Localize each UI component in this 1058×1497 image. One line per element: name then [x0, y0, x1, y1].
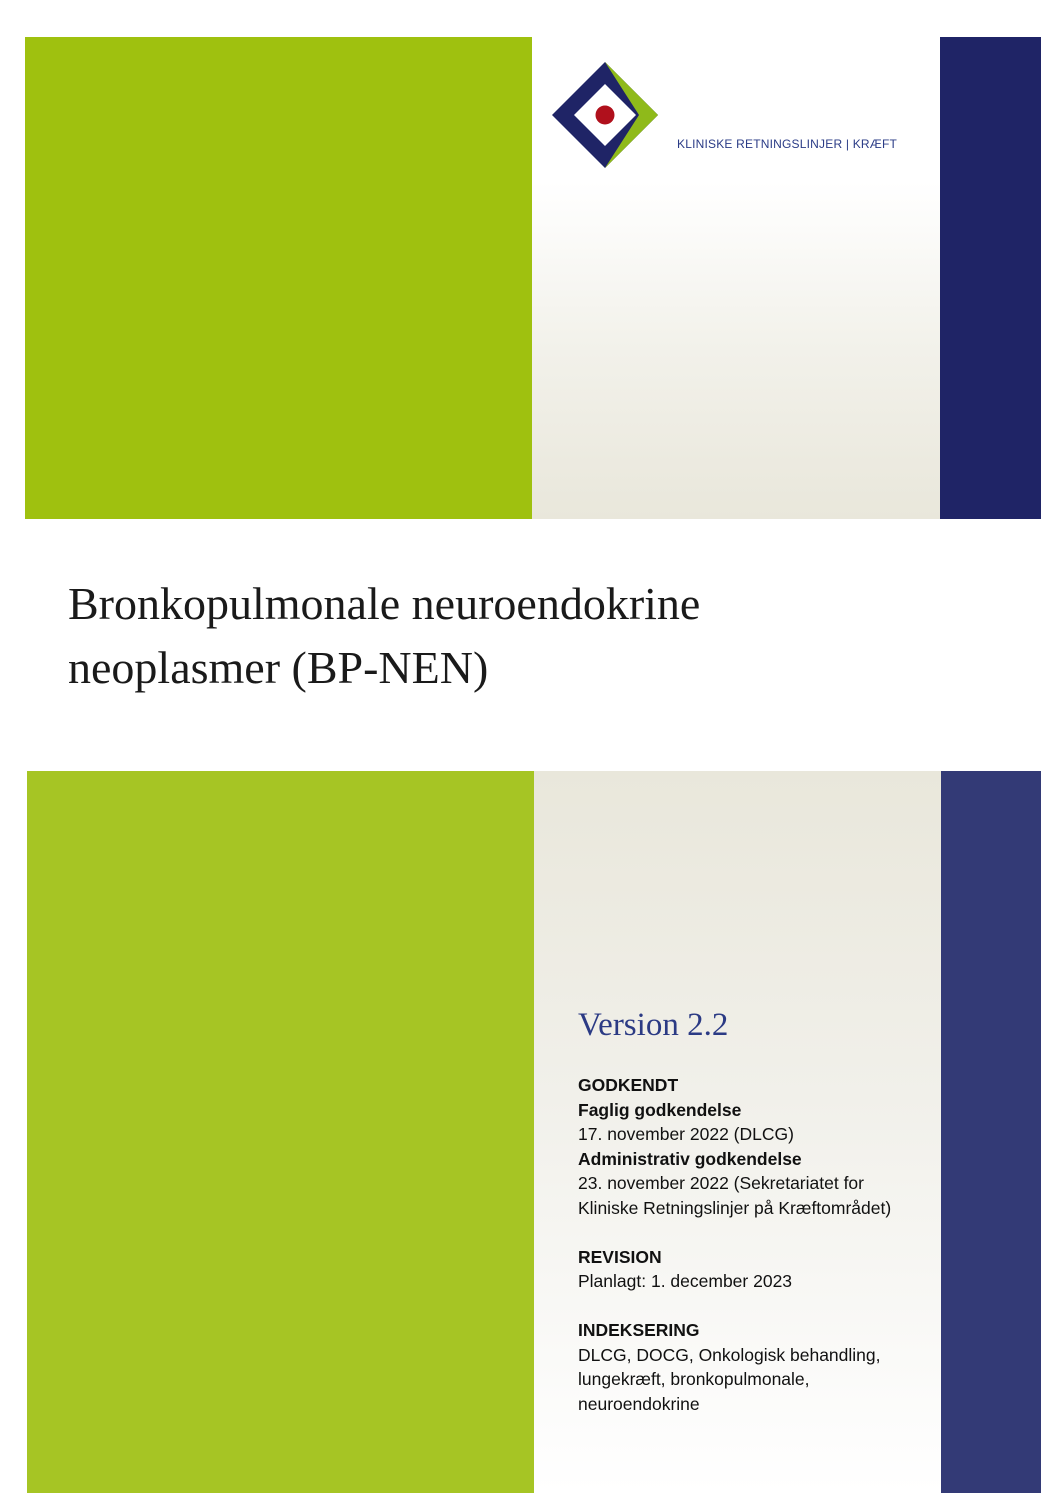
- top-green-panel: [25, 37, 532, 519]
- admin-value-line-2: Kliniske Retningslinjer på Kræftområdet): [578, 1197, 892, 1218]
- document-info: [578, 1073, 928, 1416]
- indexing-line-2: lungekræft, bronkopulmonale,: [578, 1369, 810, 1389]
- revision-value: Planlagt: 1. december 2023: [578, 1271, 793, 1291]
- title-line-2: neoplasmer (BP-NEN): [68, 642, 489, 693]
- admin-value-line-1: 23. november 2022 (Sekretariatet for: [578, 1173, 864, 1193]
- revision-heading: REVISION: [578, 1246, 662, 1267]
- faglig-value: 17. november 2022 (DLCG): [578, 1124, 794, 1144]
- top-navy-panel: [940, 37, 1041, 519]
- indexing-heading: INDEKSERING: [578, 1320, 700, 1340]
- spacer: [578, 1220, 928, 1245]
- bottom-green-panel: [27, 771, 534, 1493]
- version-label: Version 2.2: [578, 1007, 729, 1043]
- approval-heading: GODKENDT: [578, 1075, 679, 1095]
- header-tagline: KLINISKE RETNINGSLINJER | KRÆFT: [677, 137, 898, 151]
- bottom-navy-panel: [941, 771, 1041, 1493]
- indexing-line-1: DLCG, DOCG, Onkologisk behandling,: [578, 1344, 881, 1365]
- indexing-line-3: neuroendokrine: [578, 1393, 700, 1414]
- faglig-label: Faglig godkendelse: [578, 1099, 742, 1120]
- page-title: [68, 572, 968, 700]
- admin-label: Administrativ godkendelse: [578, 1148, 802, 1169]
- spacer: [578, 1294, 928, 1319]
- diamond-logo-icon: [550, 60, 660, 170]
- title-line-1: Bronkopulmonale neuroendokrine: [68, 578, 701, 629]
